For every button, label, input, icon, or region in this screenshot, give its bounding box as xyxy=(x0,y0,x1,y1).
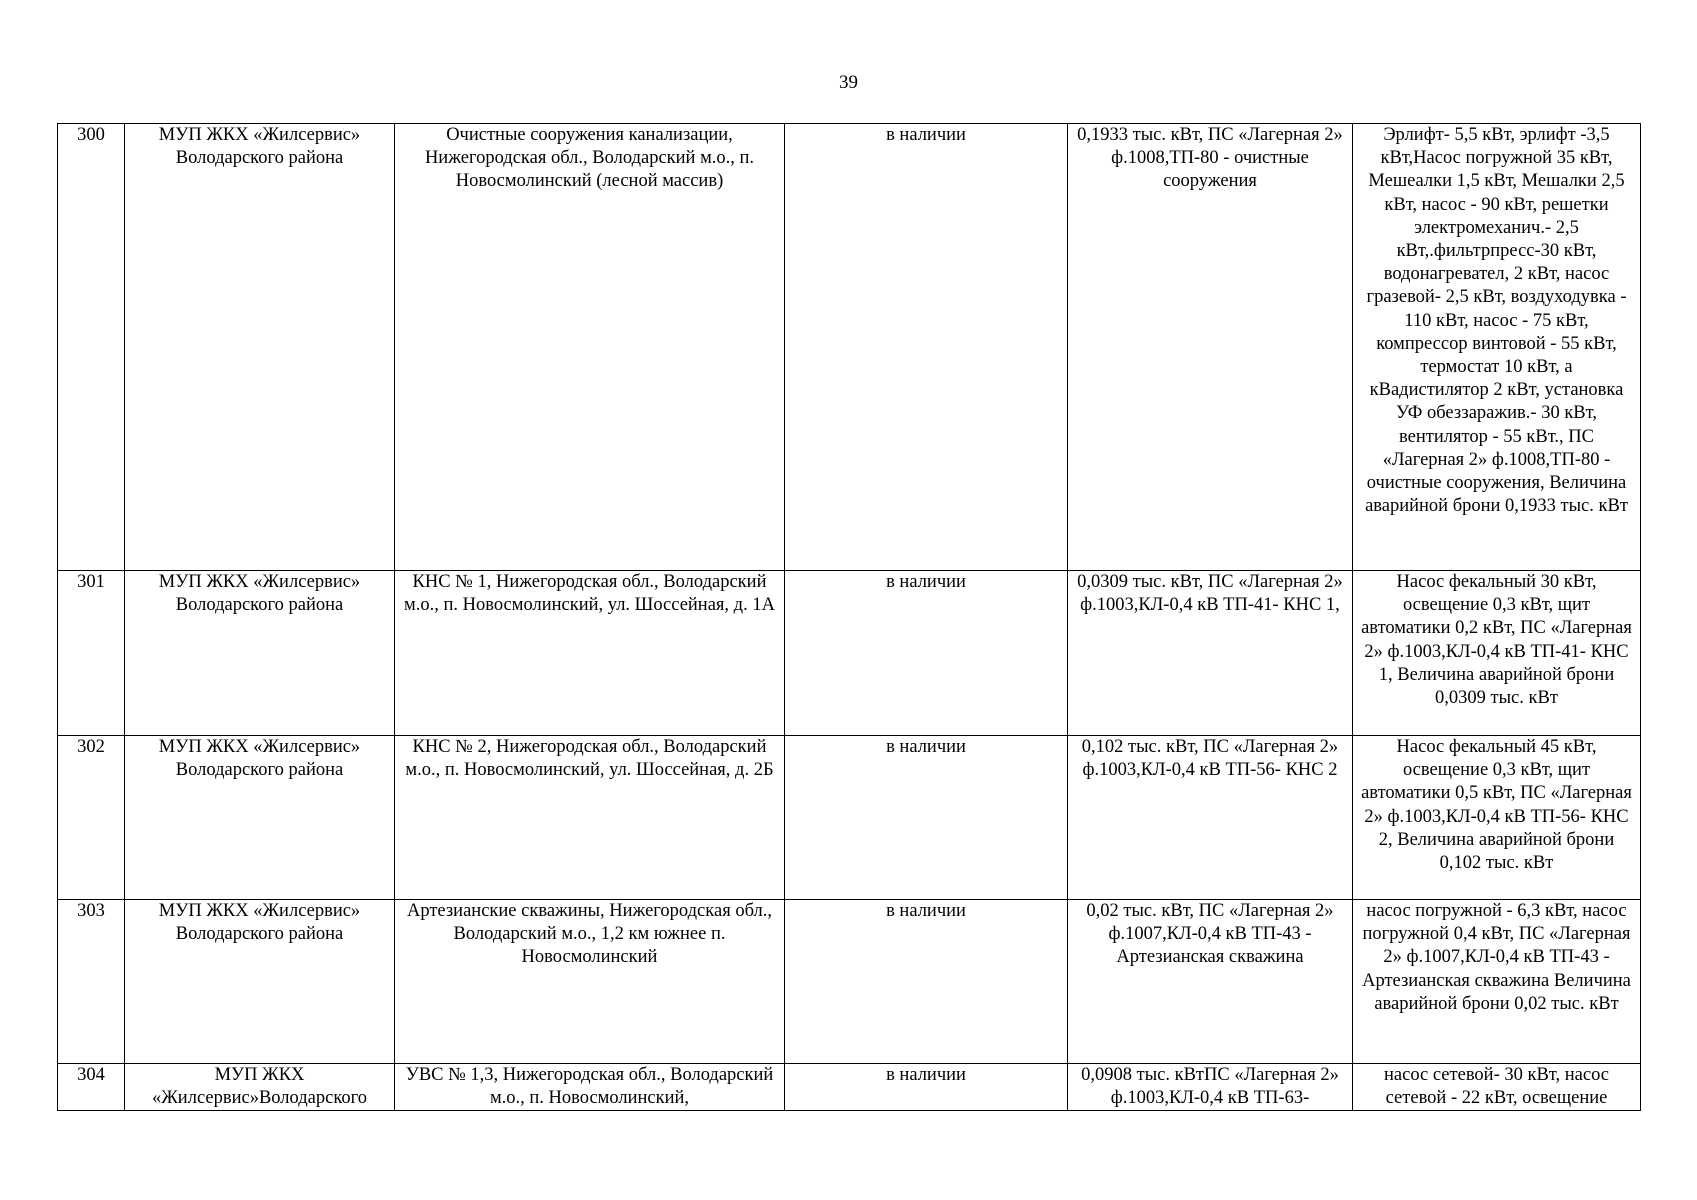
object-cell: Артезианские скважины, Нижегородская обл., Володарский м.о., 1,2 км южнее п. Новосмолинский xyxy=(395,900,785,1064)
status-cell: в наличии xyxy=(785,900,1068,1064)
organization-cell: МУП ЖКХ «Жилсервис» Володарского района xyxy=(125,124,395,571)
status-cell xyxy=(785,1064,1068,1111)
power-cell: 0,0309 тыс. кВт, ПС «Лагерная 2» ф.1003,КЛ-0,4 кВ ТП-41- КНС 1, xyxy=(1068,571,1353,736)
equipment-cell: Эрлифт- 5,5 кВт, эрлифт -3,5 кВт,Насос погружной 35 кВт, Мешеалки 1,5 кВт, Мешалки 2,5 кВт, насос - 90 кВт, решетки электромеханич.- 2,5 кВт,.фильтрпресс-30 кВт, водонагревател, 2 кВт, насос гразевой- 2,5 кВт, воздуходувка - 110 кВт, насос - 75 кВт, компрессор винтовой - 55 кВт, термостат 10 кВт, а кВадистилятор 2 кВт, установка УФ обеззаражив.- 30 кВт, вентилятор - 55 кВт., ПС «Лагерная 2» ф.1008,ТП-80 - очистные сооружения, Величина аварийной брони 0,1933 тыс. кВт xyxy=(1353,124,1641,571)
page-number: 39 xyxy=(839,72,858,93)
equipment-text: насос сетевой- 30 кВт, насос сетевой - 22 кВт, освещение xyxy=(1384,1065,1609,1109)
organization-cell: МУП ЖКХ «Жилсервис» Володарского района xyxy=(125,736,395,900)
row-number-cell xyxy=(58,1064,125,1111)
status-text: в наличии xyxy=(886,1065,966,1085)
equipment-cell: насос погружной - 6,3 кВт, насос погружной 0,4 кВт, ПС «Лагерная 2» ф.1007,КЛ-0,4 кВ ТП-43 - Артезианская скважина Величина аварийной брони 0,02 тыс. кВт xyxy=(1353,900,1641,1064)
equipment-cell: Насос фекальный 30 кВт, освещение 0,3 кВт, щит автоматики 0,2 кВт, ПС «Лагерная 2» ф.1003,КЛ-0,4 кВ ТП-41- КНС 1, Величина аварийной брони 0,0309 тыс. кВт xyxy=(1353,571,1641,736)
organization-cell xyxy=(125,1064,395,1111)
table-row xyxy=(58,1064,1641,1111)
status-cell: в наличии xyxy=(785,736,1068,900)
power-cell: 0,1933 тыс. кВт, ПС «Лагерная 2» ф.1008,ТП-80 - очистные сооружения xyxy=(1068,124,1353,571)
row-number-cell: 302 xyxy=(58,736,125,900)
equipment-cell xyxy=(1353,1064,1641,1111)
equipment-cell: Насос фекальный 45 кВт, освещение 0,3 кВт, щит автоматики 0,5 кВт, ПС «Лагерная 2» ф.1003,КЛ-0,4 кВ ТП-56- КНС 2, Величина аварийной брони 0,102 тыс. кВт xyxy=(1353,736,1641,900)
organization-cell: МУП ЖКХ «Жилсервис» Володарского района xyxy=(125,900,395,1064)
table-row xyxy=(58,736,1641,900)
table-row xyxy=(58,900,1641,1064)
table-row xyxy=(58,124,1641,571)
status-cell: в наличии xyxy=(785,124,1068,571)
power-text: 0,0908 тыс. кВтПС «Лагерная 2» ф.1003,КЛ-0,4 кВ ТП-63- xyxy=(1081,1065,1339,1109)
object-text: УВС № 1,3, Нижегородская обл., Володарский м.о., п. Новосмолинский, xyxy=(405,1065,774,1109)
object-cell: КНС № 2, Нижегородская обл., Володарский м.о., п. Новосмолинский, ул. Шоссейная, д. 2Б xyxy=(395,736,785,900)
row-number-cell: 301 xyxy=(58,571,125,736)
organization-cell: МУП ЖКХ «Жилсервис» Володарского района xyxy=(125,571,395,736)
power-cell: 0,102 тыс. кВт, ПС «Лагерная 2» ф.1003,КЛ-0,4 кВ ТП-56- КНС 2 xyxy=(1068,736,1353,900)
data-table xyxy=(57,123,1641,1111)
table-row xyxy=(58,571,1641,736)
power-cell xyxy=(1068,1064,1353,1111)
object-cell: Очистные сооружения канализации, Нижегородская обл., Володарский м.о., п. Новосмолинский (лесной массив) xyxy=(395,124,785,571)
row-number-text: 304 xyxy=(77,1065,105,1085)
row-number-cell: 300 xyxy=(58,124,125,571)
row-number-cell: 303 xyxy=(58,900,125,1064)
power-cell: 0,02 тыс. кВт, ПС «Лагерная 2» ф.1007,КЛ-0,4 кВ ТП-43 - Артезианская скважина xyxy=(1068,900,1353,1064)
object-cell: КНС № 1, Нижегородская обл., Володарский м.о., п. Новосмолинский, ул. Шоссейная, д. 1А xyxy=(395,571,785,736)
object-cell xyxy=(395,1064,785,1111)
organization-text: МУП ЖКХ «Жилсервис»Володарского xyxy=(151,1065,367,1109)
status-cell: в наличии xyxy=(785,571,1068,736)
